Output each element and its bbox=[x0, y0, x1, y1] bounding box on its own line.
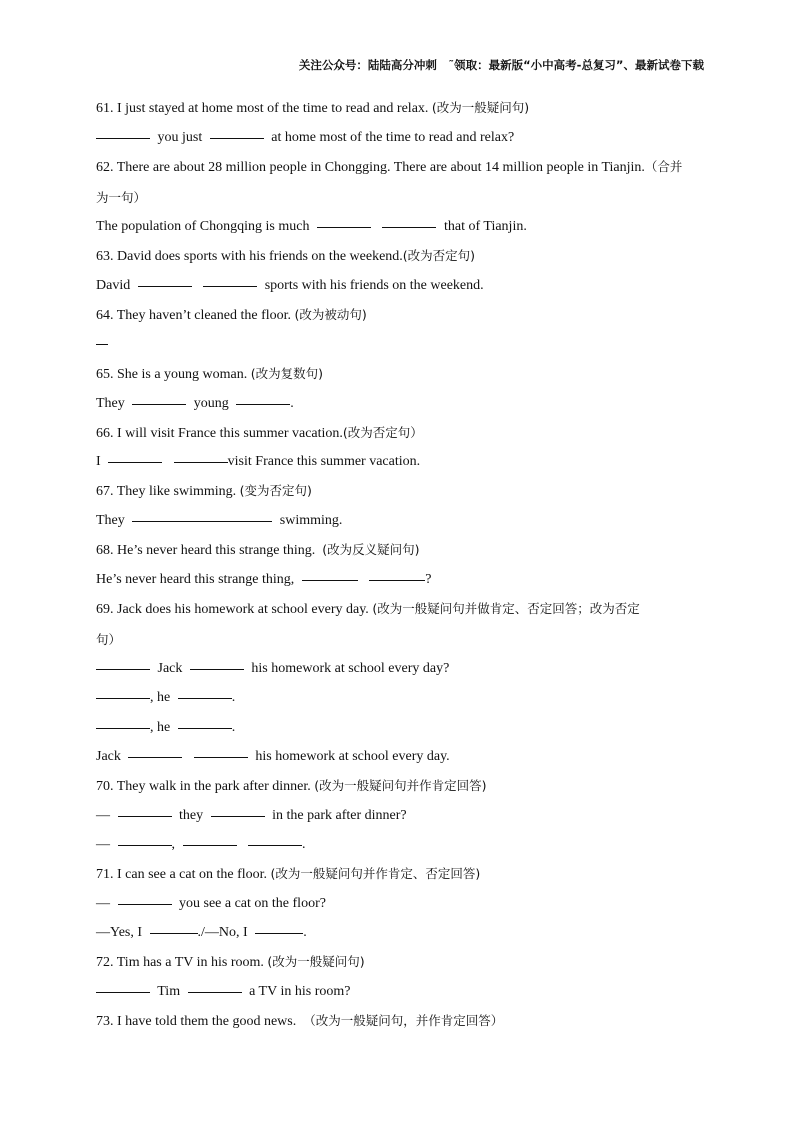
answer-text: , bbox=[171, 837, 175, 852]
answer-blank[interactable] bbox=[96, 697, 150, 699]
answer-text: David bbox=[96, 278, 131, 293]
answer-blank[interactable] bbox=[190, 668, 244, 670]
question-text: 71. I can see a cat on the floor. bbox=[96, 867, 268, 882]
answer-68 bbox=[96, 570, 704, 590]
answer-blank[interactable] bbox=[183, 844, 237, 846]
answer-text: He’s never heard this strange thing, bbox=[96, 572, 295, 587]
answer-blank[interactable] bbox=[96, 668, 150, 670]
question-67 bbox=[96, 481, 704, 502]
question-64 bbox=[96, 305, 704, 326]
answer-71-reply bbox=[96, 923, 704, 943]
answer-text: a TV in his room? bbox=[249, 984, 351, 999]
question-text: 66. I will visit France this summer vacation. bbox=[96, 426, 343, 441]
question-63 bbox=[96, 246, 704, 267]
question-71 bbox=[96, 864, 704, 885]
instruction: (改为反义疑问句) bbox=[322, 542, 420, 557]
answer-blank[interactable] bbox=[132, 520, 272, 522]
question-text: 62. There are about 28 million people in Chongging. There are about 14 million people in Tianjin. bbox=[96, 160, 645, 175]
question-text: 63. David does sports with his friends on the weekend. bbox=[96, 249, 403, 264]
answer-blank[interactable] bbox=[132, 403, 186, 405]
answer-blank[interactable] bbox=[174, 461, 228, 463]
answer-text: Tim bbox=[157, 984, 181, 999]
answer-blank[interactable] bbox=[255, 932, 303, 934]
answer-text: They bbox=[96, 396, 125, 411]
question-70 bbox=[96, 776, 704, 797]
instruction: (改为一般疑问句并作肯定回答) bbox=[314, 778, 487, 793]
answer-blank[interactable] bbox=[317, 226, 371, 228]
answer-64 bbox=[96, 334, 704, 354]
answer-text: you just bbox=[157, 130, 203, 145]
answer-blank[interactable] bbox=[138, 285, 192, 287]
answer-text: The population of Chongqing is much bbox=[96, 219, 310, 234]
dash: — bbox=[96, 896, 110, 911]
answer-text: sports with his friends on the weekend. bbox=[264, 278, 484, 293]
question-text: 73. I have told them the good news. bbox=[96, 1014, 297, 1029]
answer-blank[interactable] bbox=[96, 991, 150, 993]
answer-65 bbox=[96, 394, 704, 414]
answer-text: —Yes, I bbox=[96, 925, 143, 940]
answer-text: they bbox=[179, 808, 204, 823]
answer-blank[interactable] bbox=[96, 727, 150, 729]
answer-text: his homework at school every day. bbox=[255, 749, 450, 764]
answer-text: . bbox=[231, 690, 236, 705]
question-62 bbox=[96, 157, 704, 178]
answer-text: I bbox=[96, 454, 101, 469]
answer-text: visit France this summer vacation. bbox=[227, 454, 421, 469]
answer-text: . bbox=[290, 396, 294, 411]
answer-text: his homework at school every day? bbox=[251, 661, 450, 676]
instruction: (改为一般疑问句并做肯定、否定回答；改为否定 bbox=[372, 601, 640, 616]
answer-blank[interactable] bbox=[203, 285, 257, 287]
question-text: 68. He’s never heard this strange thing. bbox=[96, 543, 316, 558]
answer-text: Jack bbox=[157, 661, 183, 676]
answer-61 bbox=[96, 128, 704, 148]
question-65 bbox=[96, 364, 704, 385]
instruction: (改为一般疑问句并作肯定、否定回答) bbox=[270, 866, 481, 881]
instruction: (改为否定句) bbox=[402, 248, 476, 263]
answer-blank[interactable] bbox=[188, 991, 242, 993]
answer-text: , he bbox=[150, 720, 171, 735]
page-header: 关注公众号：陆陆高分冲刺 ˜领取：最新版“小中高考-总复习”、最新试卷下载 bbox=[298, 58, 704, 72]
answer-text: ./—No, I bbox=[197, 925, 248, 940]
question-61 bbox=[96, 98, 704, 119]
instruction: （合并 bbox=[644, 159, 683, 174]
answer-blank[interactable] bbox=[369, 579, 425, 581]
answer-69-negative bbox=[96, 747, 704, 767]
question-text: 61. I just stayed at home most of the time to read and relax. bbox=[96, 101, 429, 116]
dash: — bbox=[96, 808, 110, 823]
answer-71-question bbox=[96, 894, 704, 914]
answer-blank[interactable] bbox=[108, 461, 162, 463]
question-73 bbox=[96, 1011, 704, 1032]
answer-text: that of Tianjin. bbox=[443, 219, 527, 234]
answer-69-question bbox=[96, 659, 704, 679]
answer-blank[interactable] bbox=[118, 903, 172, 905]
answer-blank[interactable] bbox=[128, 756, 182, 758]
question-72 bbox=[96, 952, 704, 973]
answer-63 bbox=[96, 276, 704, 296]
question-66 bbox=[96, 423, 704, 444]
answer-text: . bbox=[302, 837, 306, 852]
answer-text: ? bbox=[425, 572, 432, 587]
question-text: 65. She is a young woman. bbox=[96, 367, 248, 382]
instruction: (改为一般疑问句) bbox=[267, 954, 365, 969]
answer-69-no bbox=[96, 718, 704, 738]
question-62-cont bbox=[96, 188, 704, 209]
instruction: (改为被动句) bbox=[294, 307, 367, 322]
answer-blank[interactable] bbox=[150, 932, 198, 934]
answer-69-yes bbox=[96, 688, 704, 708]
instruction: (变为否定句) bbox=[239, 483, 312, 498]
instruction: (改为一般疑问句) bbox=[431, 100, 530, 115]
answer-text: . bbox=[231, 720, 236, 735]
answer-67 bbox=[96, 511, 704, 531]
question-text: 70. They walk in the park after dinner. bbox=[96, 779, 311, 794]
answer-text: . bbox=[303, 925, 307, 940]
answer-text: They bbox=[96, 513, 125, 528]
question-text: 72. Tim has a TV in his room. bbox=[96, 955, 264, 970]
answer-blank[interactable] bbox=[118, 815, 172, 817]
answer-text: in the park after dinner? bbox=[272, 808, 407, 823]
answer-blank[interactable] bbox=[96, 137, 150, 139]
answer-blank[interactable] bbox=[96, 343, 108, 345]
answer-text: at home most of the time to read and relax? bbox=[271, 130, 515, 145]
answer-66 bbox=[96, 452, 704, 472]
answer-70-question bbox=[96, 806, 704, 826]
answer-blank[interactable] bbox=[178, 697, 232, 699]
question-text: 64. They haven’t cleaned the floor. bbox=[96, 308, 292, 323]
question-text: 69. Jack does his homework at school every day. bbox=[96, 602, 369, 617]
answer-70-reply bbox=[96, 835, 704, 855]
dash: — bbox=[96, 837, 110, 852]
instruction: (改为复数句) bbox=[250, 366, 324, 381]
answer-text: swimming. bbox=[279, 513, 343, 528]
answer-blank[interactable] bbox=[118, 844, 172, 846]
answer-blank[interactable] bbox=[382, 226, 436, 228]
answer-72 bbox=[96, 982, 704, 1002]
question-text: 67. They like swimming. bbox=[96, 484, 237, 499]
question-69-cont bbox=[96, 630, 704, 651]
answer-blank[interactable] bbox=[236, 403, 290, 405]
answer-text: Jack bbox=[96, 749, 121, 764]
instruction: 为一句） bbox=[96, 190, 147, 205]
answer-text: , he bbox=[150, 690, 171, 705]
instruction: (改为否定句） bbox=[342, 425, 423, 440]
answer-text: young bbox=[193, 396, 229, 411]
instruction: 句） bbox=[96, 632, 122, 647]
answer-blank[interactable] bbox=[210, 137, 264, 139]
answer-blank[interactable] bbox=[248, 844, 302, 846]
answer-text: you see a cat on the floor? bbox=[179, 896, 326, 911]
answer-blank[interactable] bbox=[302, 579, 358, 581]
answer-62 bbox=[96, 217, 704, 237]
answer-blank[interactable] bbox=[194, 756, 248, 758]
answer-blank[interactable] bbox=[178, 727, 232, 729]
instruction: （改为一般疑问句，并作肯定回答） bbox=[303, 1013, 504, 1028]
question-68 bbox=[96, 540, 704, 561]
question-69 bbox=[96, 599, 704, 620]
answer-blank[interactable] bbox=[211, 815, 265, 817]
